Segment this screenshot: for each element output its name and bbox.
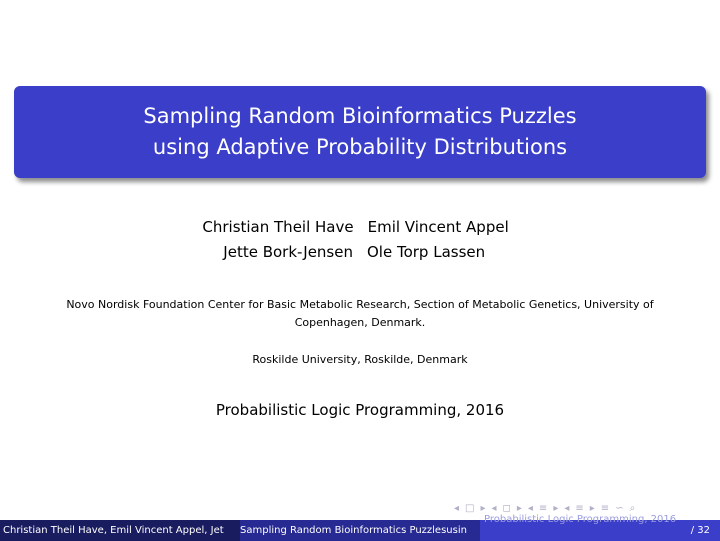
author-name: Emil Vincent Appel [367, 218, 509, 236]
affiliation-1: Novo Nordisk Foundation Center for Basic Metabolic Research, Section of Metabolic Genetics, University of Copenhagen, Denmark. [66, 298, 654, 329]
author-name: Christian Theil Have [202, 218, 354, 236]
footer-title: Sampling Random Bioinformatics Puzzlesusin [240, 520, 480, 541]
footer-bar [0, 514, 720, 541]
nav-back-icon[interactable]: ∽ [615, 503, 624, 514]
authors-block [0, 215, 720, 265]
nav-prev-subsection-icon[interactable]: ◂ [491, 503, 497, 514]
footer-conference: Probabilistic Logic Programming, 2016 [484, 514, 677, 525]
title-box [14, 86, 706, 178]
nav-subsection-icon[interactable]: ◻ [502, 503, 511, 514]
author-row-2 [0, 240, 720, 265]
author-name: Ole Torp Lassen [367, 243, 486, 261]
nav-next-section-icon[interactable]: ▸ [553, 503, 559, 514]
nav-section-icon[interactable]: ≡ [538, 503, 548, 514]
footer-right [480, 514, 720, 541]
nav-doc-icon[interactable]: ≡ [575, 503, 584, 514]
title-line-1: Sampling Random Bioinformatics Puzzles [143, 104, 577, 128]
nav-next-doc-icon[interactable]: ▸ [589, 503, 595, 514]
nav-prev-doc-icon[interactable]: ◂ [564, 503, 570, 514]
title-line-2: using Adaptive Probability Distributions [152, 135, 568, 159]
nav-prev-section-icon[interactable]: ◂ [527, 503, 533, 514]
nav-prev-frame-icon[interactable]: ◂ [454, 503, 460, 514]
nav-frame-icon[interactable]: □ [465, 503, 475, 514]
footer-authors: Christian Theil Have, Emil Vincent Appel, Jet [0, 520, 240, 541]
nav-search-icon[interactable]: ⌕ [629, 503, 636, 514]
author-row-1 [0, 215, 720, 240]
nav-align-icon[interactable]: ≡ [600, 503, 610, 514]
affiliation-2: Roskilde University, Roskilde, Denmark [252, 353, 468, 366]
author-name: Jette Bork-Jensen [223, 243, 353, 261]
conference-name: Probabilistic Logic Programming, 2016 [215, 401, 505, 419]
nav-next-frame-icon[interactable]: ▸ [480, 503, 486, 514]
nav-next-subsection-icon[interactable]: ▸ [516, 503, 522, 514]
footer-page-number: / 32 [690, 525, 710, 536]
